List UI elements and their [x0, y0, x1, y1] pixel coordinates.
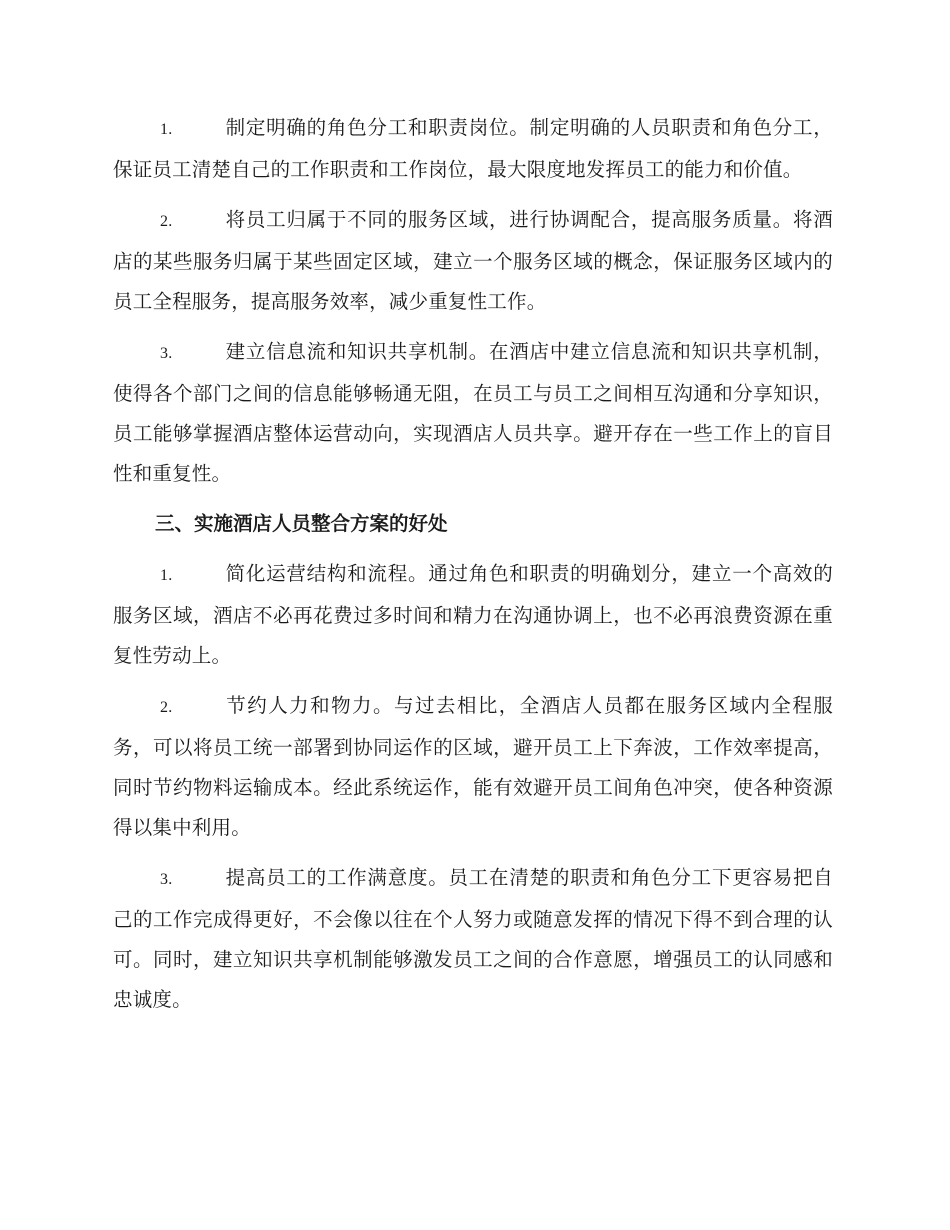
document-page — [113, 108, 833, 1030]
list-item — [113, 332, 833, 494]
list-item-number: 2. — [160, 213, 173, 230]
list-item-text: 节约人力和物力。与过去相比，全酒店人员都在服务区域内全程服务，可以将员工统一部署到协同运作的区域，避开员工上下奔波，工作效率提高，同时节约物料运输成本。经此系统运作，能有效避开员工间角色冲突，使各种资源得以集中利用。 — [113, 694, 833, 839]
list-item — [113, 108, 833, 190]
list-item-number: 2. — [160, 699, 173, 716]
section-heading: 三、实施酒店人员整合方案的好处 — [155, 512, 448, 535]
list-item — [113, 686, 833, 848]
list-item-text: 简化运营结构和流程。通过角色和职责的明确划分，建立一个高效的服务区域，酒店不必再花费过多时间和精力在沟通协调上，也不必再浪费资源在重复性劳动上。 — [113, 562, 833, 667]
list-item-text: 提高员工的工作满意度。员工在清楚的职责和角色分工下更容易把自己的工作完成得更好，不会像以往在个人努力或随意发挥的情况下得不到合理的认可。同时，建立知识共享机制能够激发员工之间的合作意愿，增强员工的认同感和忠诚度。 — [113, 866, 833, 1011]
list-item-number: 3. — [160, 871, 173, 888]
list-item-text: 建立信息流和知识共享机制。在酒店中建立信息流和知识共享机制，使得各个部门之间的信息能够畅通无阻，在员工与员工之间相互沟通和分享知识，员工能够掌握酒店整体运营动向，实现酒店人员共享。避开存在一些工作上的盲目性和重复性。 — [113, 340, 833, 485]
list-item-text: 制定明确的角色分工和职责岗位。制定明确的人员职责和角色分工，保证员工清楚自己的工作职责和工作岗位，最大限度地发挥员工的能力和价值。 — [113, 116, 833, 181]
list-item — [113, 200, 833, 322]
list-item-number: 1. — [160, 567, 173, 584]
list-item-text: 将员工归属于不同的服务区域，进行协调配合，提高服务质量。将酒店的某些服务归属于某些固定区域，建立一个服务区域的概念，保证服务区域内的员工全程服务，提高服务效率，减少重复性工作。 — [113, 208, 833, 313]
list-item — [113, 858, 833, 1020]
list-item-number: 3. — [160, 345, 173, 362]
list-item — [113, 554, 833, 676]
list-item-number: 1. — [160, 121, 173, 138]
